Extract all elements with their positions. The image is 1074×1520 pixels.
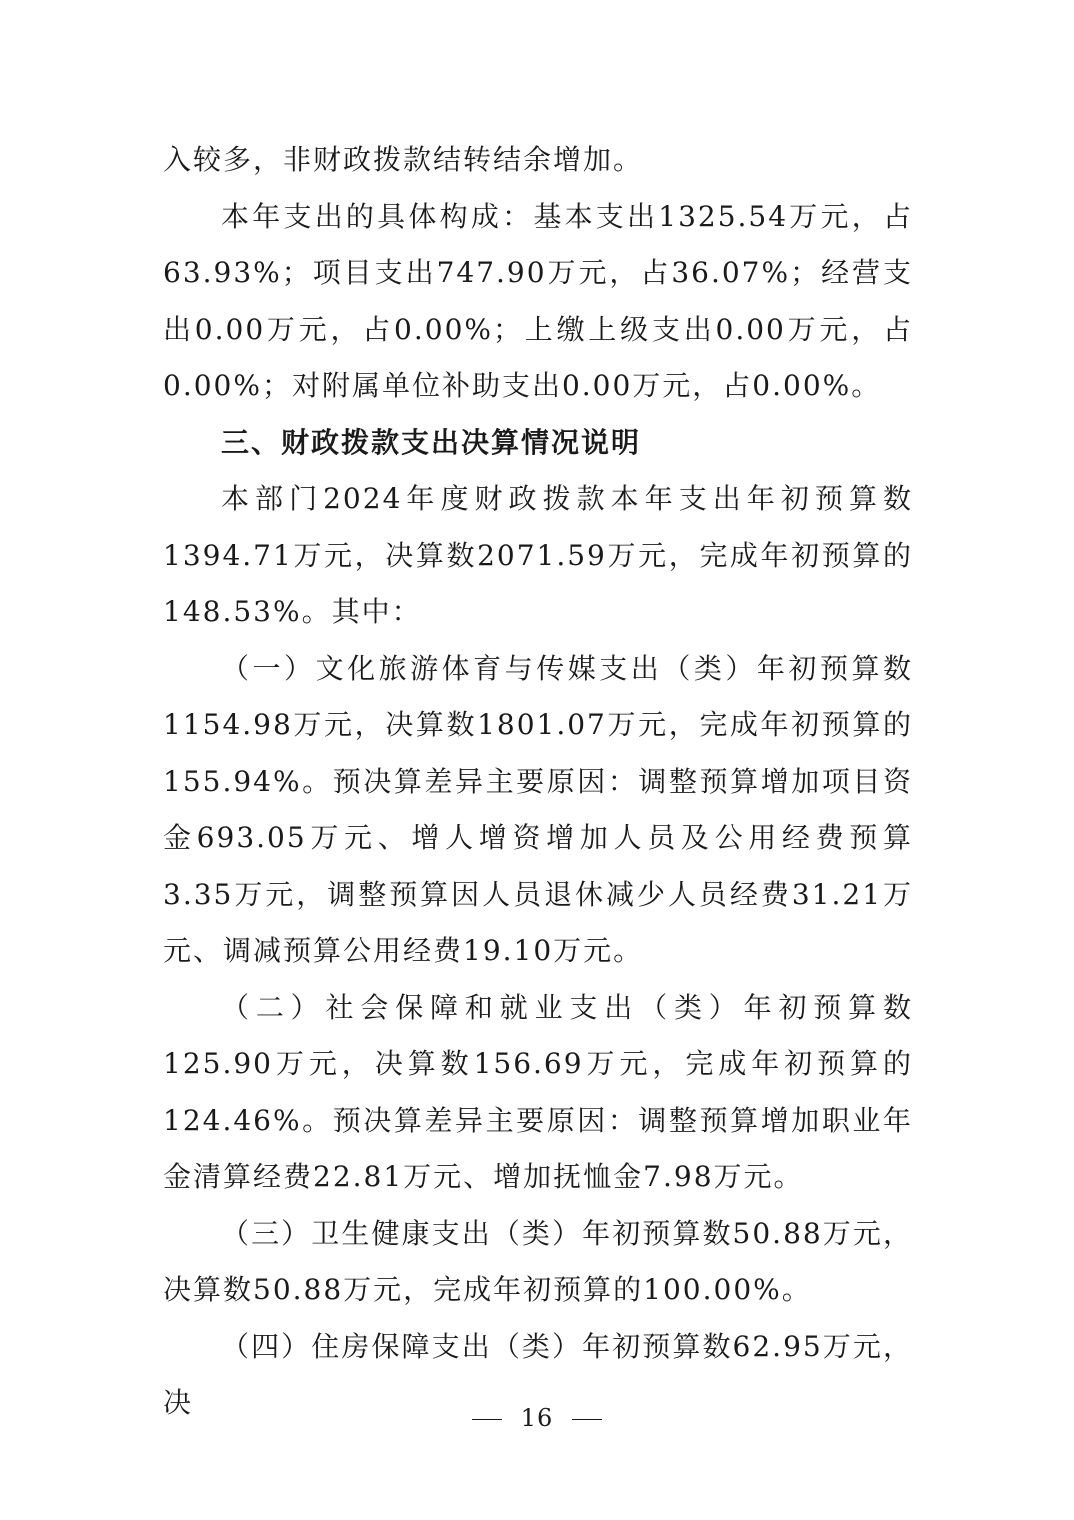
paragraph-continuation: 入较多，非财政拨款结转结余增加。 (163, 143, 644, 176)
body-text (163, 132, 913, 1432)
footer-dash-right (572, 1419, 602, 1420)
page-footer (0, 1404, 1074, 1432)
paragraph-housing: （四）住房保障支出（类）年初预算数62.95万元，决 (163, 1329, 913, 1419)
paragraph-expenditure-composition: 本年支出的具体构成：基本支出1325.54万元，占63.93%；项目支出747.90万元，占36.07%；经营支出0.00万元，占0.00%；上缴上级支出0.00万元，占0.00%；对附属单位补助支出0.00万元，占0.00%。 (163, 199, 913, 402)
paragraph-social-security: （二）社会保障和就业支出（类）年初预算数125.90万元，决算数156.69万元，完成年初预算的124.46%。预决算差异主要原因：调整预算增加职业年金清算经费22.81万元、增加抚恤金7.98万元。 (163, 990, 913, 1193)
paragraph-fiscal-summary: 本部门2024年度财政拨款本年支出年初预算数1394.71万元，决算数2071.59万元，完成年初预算的148.53%。其中： (163, 482, 913, 628)
section-heading: 三、财政拨款支出决算情况说明 (221, 425, 642, 459)
page-number: 16 (520, 1404, 554, 1432)
paragraph-health: （三）卫生健康支出（类）年初预算数50.88万元，决算数50.88万元，完成年初预算的100.00%。 (163, 1216, 913, 1306)
footer-dash-left (472, 1419, 502, 1420)
paragraph-culture-tourism: （一）文化旅游体育与传媒支出（类）年初预算数1154.98万元，决算数1801.07万元，完成年初预算的155.94%。预决算差异主要原因：调整预算增加项目资金693.05万元、增人增资增加人员及公用经费预算3.35万元，调整预算因人员退休减少人员经费31.21万元、调减预算公用经费19.10万元。 (163, 651, 913, 967)
